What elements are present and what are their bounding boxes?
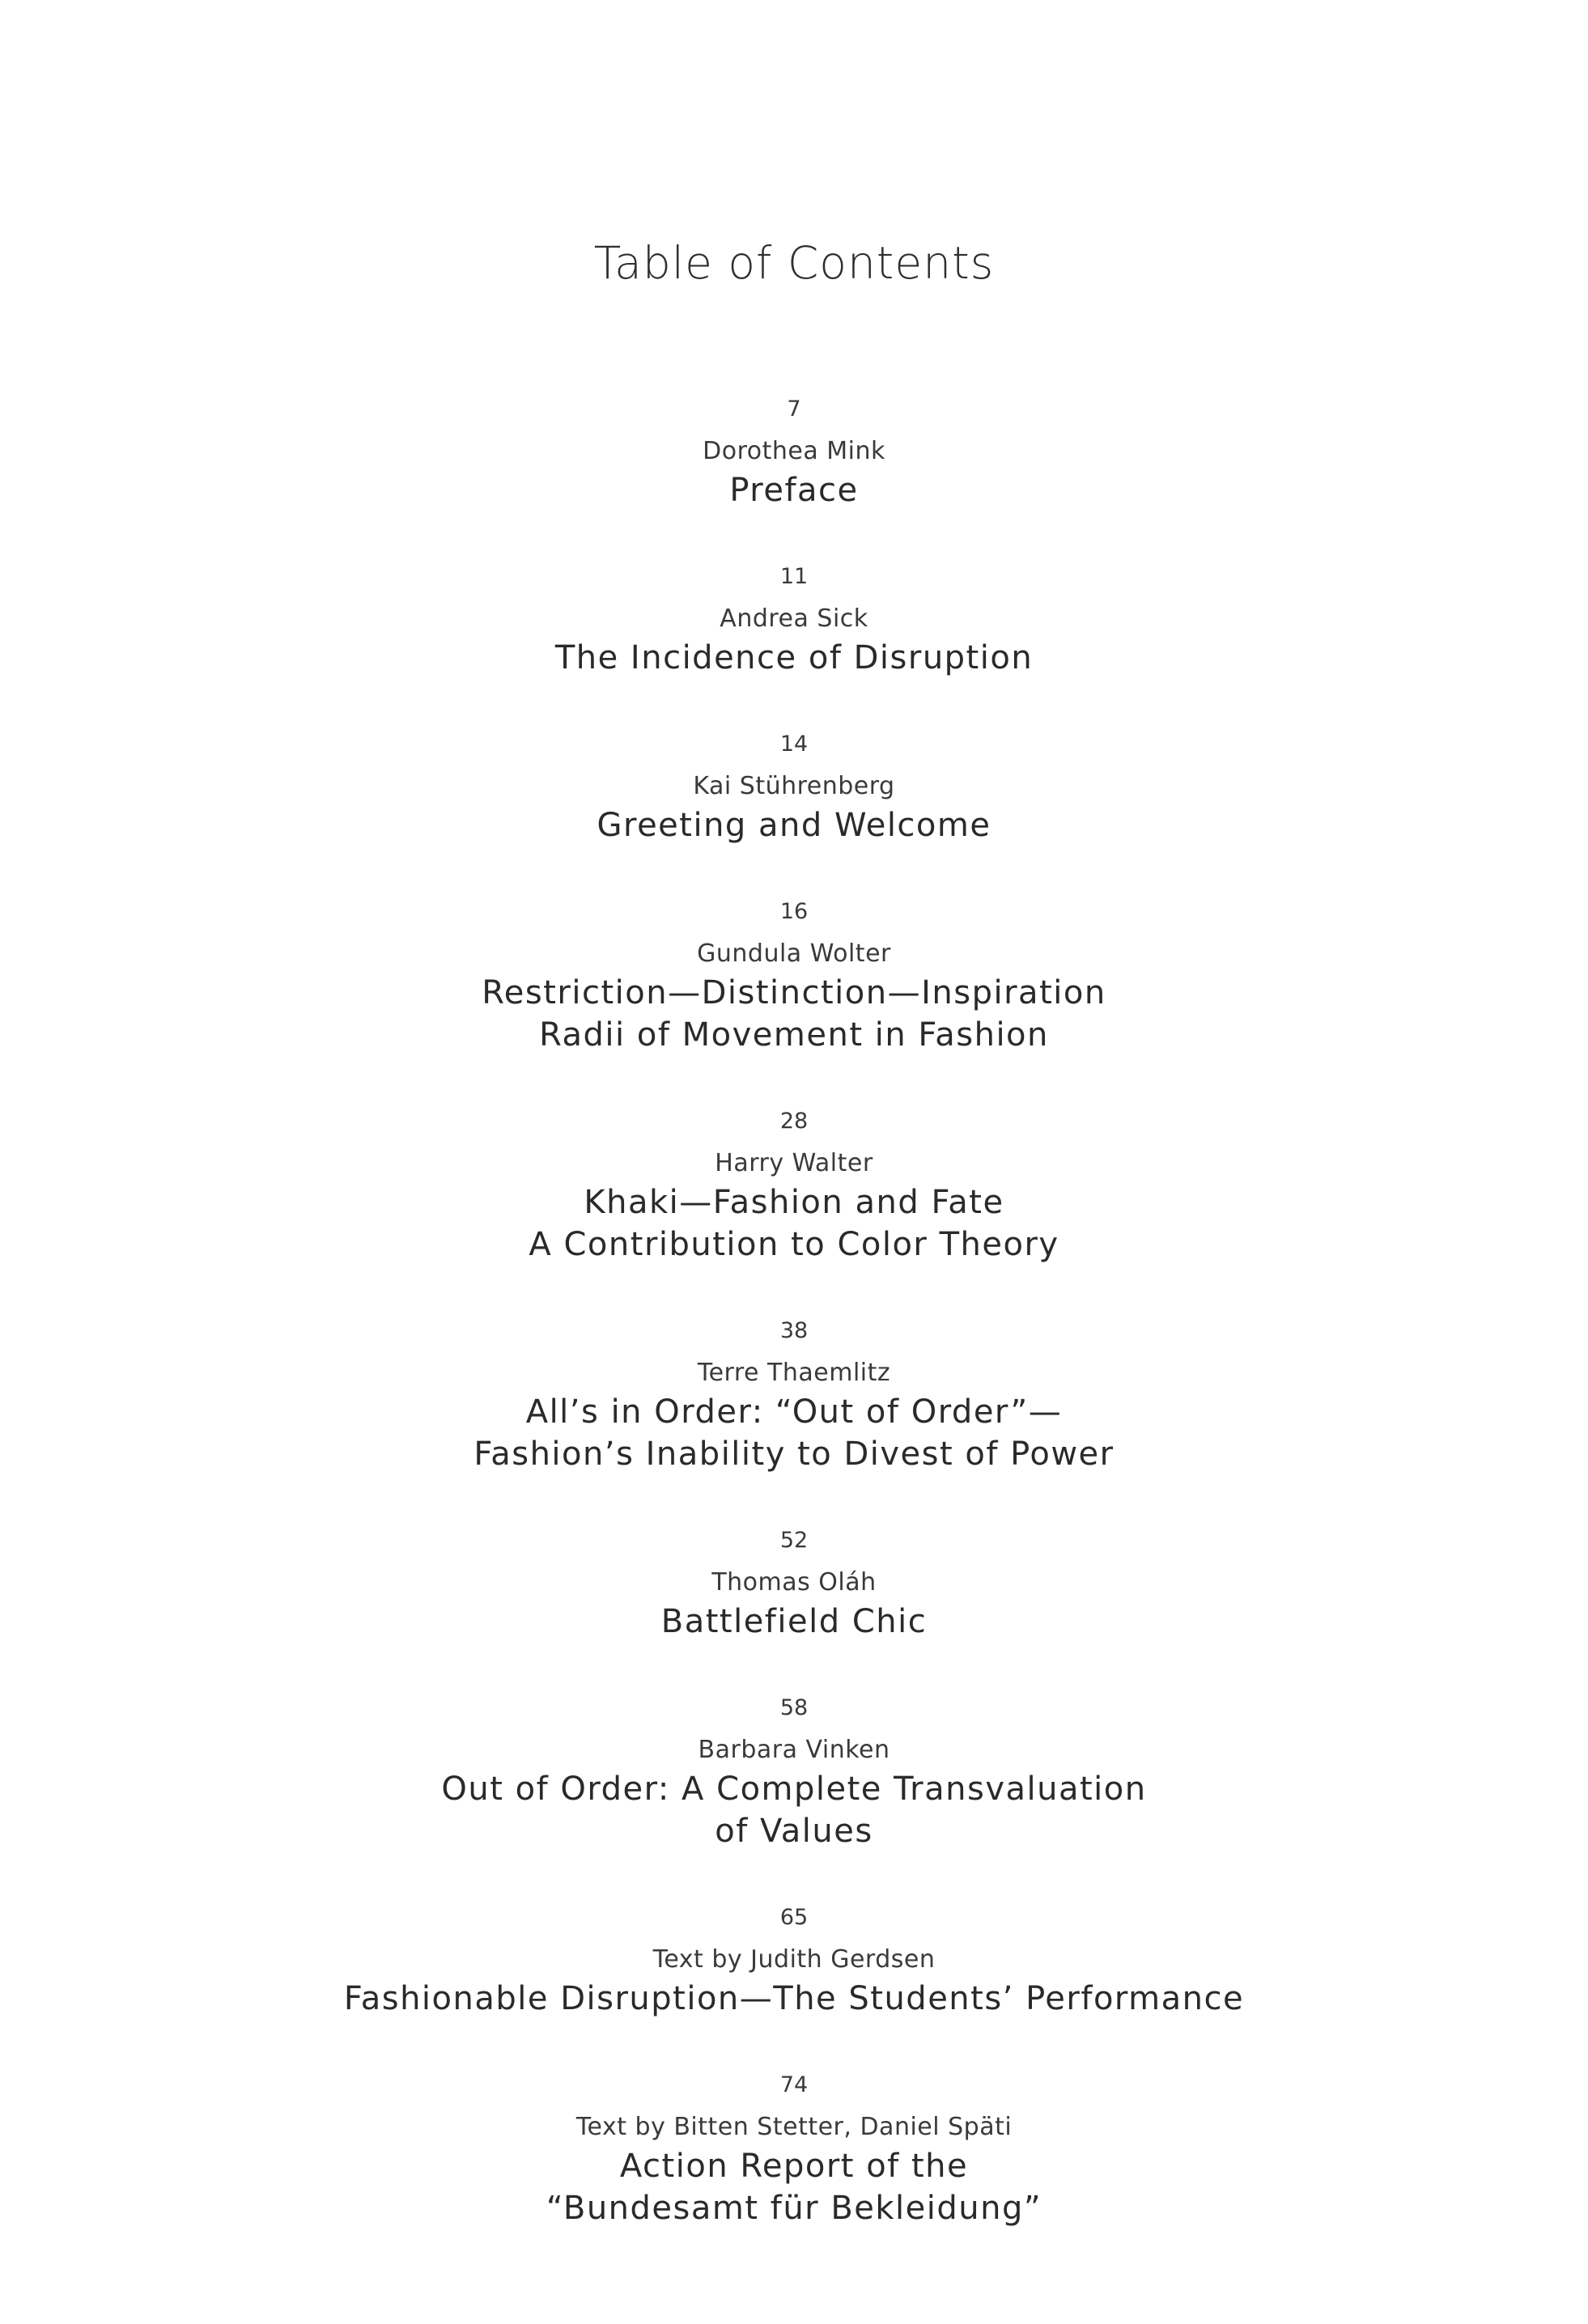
entry-author: Kai Stührenberg [693, 772, 895, 800]
toc-entry [0, 2074, 1588, 2229]
entry-title: Out of Order: A Complete Transvaluation [441, 1771, 1147, 1808]
entry-title: The Incidence of Disruption [554, 639, 1034, 676]
entry-page-number: 11 [779, 564, 809, 589]
entry-page-number: 14 [779, 732, 809, 757]
entry-title: A Contribution to Color Theory [529, 1226, 1059, 1263]
entry-title: Khaki—Fashion and Fate [584, 1184, 1004, 1221]
entry-author: Thomas Oláh [711, 1568, 877, 1597]
entry-author: Text by Bitten Stetter, Daniel Späti [575, 2113, 1013, 2141]
entry-page-number: 7 [787, 397, 801, 422]
entry-title: Fashion’s Inability to Divest of Power [473, 1436, 1115, 1473]
toc-entry [0, 901, 1588, 1056]
entry-page-number: 16 [779, 899, 809, 924]
entry-title: of Values [715, 1813, 873, 1850]
entry-page-number: 58 [779, 1695, 809, 1720]
entry-author: Barbara Vinken [698, 1736, 890, 1764]
entry-title: Action Report of the [619, 2148, 969, 2185]
entry-page-number: 28 [779, 1109, 809, 1134]
entry-author: Andrea Sick [720, 604, 868, 633]
entry-author: Gundula Wolter [697, 939, 891, 968]
toc-entry [0, 1906, 1588, 2020]
entry-title: Greeting and Welcome [597, 807, 991, 844]
toc-entry [0, 566, 1588, 679]
entry-author: Terre Thaemlitz [697, 1359, 891, 1387]
entry-author: Dorothea Mink [703, 437, 885, 465]
entry-title: Fashionable Disruption—The Students’ Performance [343, 1980, 1245, 2017]
entry-title: “Bundesamt für Bekleidung” [546, 2190, 1042, 2227]
toc-entry [0, 733, 1588, 846]
entry-title: Battlefield Chic [660, 1603, 928, 1640]
entry-title: Radii of Movement in Fashion [539, 1016, 1049, 1054]
entry-title: All’s in Order: “Out of Order”— [525, 1393, 1063, 1431]
toc-entry [0, 1529, 1588, 1643]
entry-page-number: 65 [779, 1905, 809, 1930]
entry-title: Restriction—Distinction—Inspiration [482, 974, 1106, 1011]
toc-entry [0, 1320, 1588, 1475]
entry-title: Preface [729, 472, 859, 509]
toc-entry [0, 1110, 1588, 1266]
toc-entry [0, 398, 1588, 511]
entry-author: Harry Walter [715, 1149, 873, 1177]
entry-page-number: 74 [779, 2072, 809, 2097]
toc-entry [0, 1697, 1588, 1852]
entry-author: Text by Judith Gerdsen [652, 1945, 936, 1974]
entry-page-number: 38 [779, 1318, 809, 1343]
entry-page-number: 52 [779, 1528, 809, 1553]
toc-heading: Table of Contents [593, 237, 995, 289]
